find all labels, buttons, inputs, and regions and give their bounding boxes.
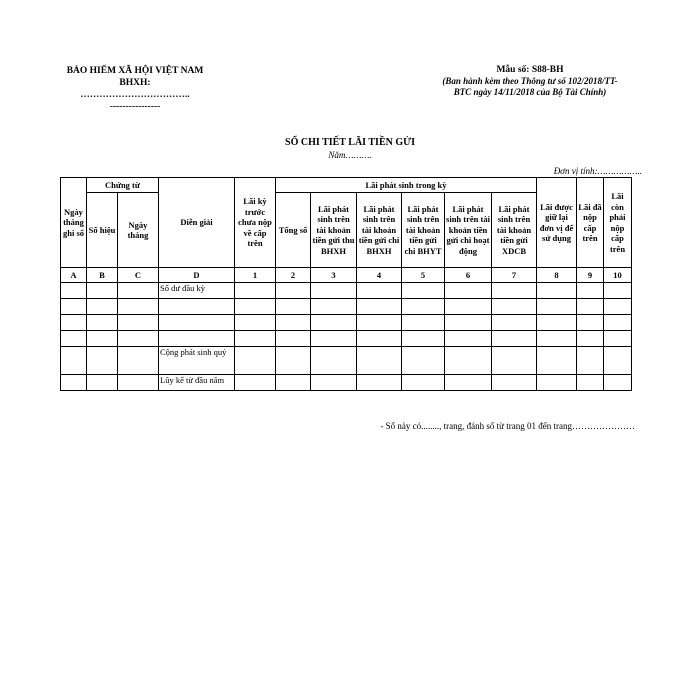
col-remaining: Lãi còn phải nộp cấp trên [604, 178, 632, 268]
col-bhxh-collection: Lãi phát sinh trên tài khoản tiền gửi thu BHXH [311, 193, 357, 268]
col-retained: Lãi được giữ lại đơn vị để sử dụng [537, 178, 577, 268]
col-operations: Lãi phát sinh trên tài khoản tiền gửi chi hoạt động [445, 193, 492, 268]
row-opening-balance [61, 283, 632, 299]
unit-line: Đơn vị tính:…………….. [553, 166, 642, 176]
org-name: BẢO HIỂM XÃ HỘI VIỆT NAM [66, 66, 204, 76]
index-cell: D [159, 268, 235, 283]
unit-dots: …………………………….. [80, 90, 190, 100]
table-row [61, 299, 632, 315]
col-total: Tổng số [276, 193, 311, 268]
header-left [55, 65, 215, 113]
group-interest: Lãi phát sinh trong kỳ [276, 178, 537, 193]
interest-ledger-table [60, 177, 632, 391]
col-prior-interest: Lãi kỳ trước chưa nộp về cấp trên [235, 178, 276, 268]
index-row [61, 268, 632, 283]
issued-line-1: (Ban hành kèm theo Thông tư số 102/2018/TT- [442, 76, 618, 86]
table-row [61, 331, 632, 347]
unit-dash: ---------------- [109, 102, 161, 112]
table-row [61, 315, 632, 331]
page-count-note: - Sổ này có........, trang, đánh số từ trang 01 đến trang………………… [380, 421, 635, 431]
index-cell: 5 [402, 268, 445, 283]
index-cell: 8 [537, 268, 577, 283]
group-voucher: Chứng từ [87, 178, 159, 193]
row-ytd [61, 375, 632, 391]
col-date-posted: Ngày tháng ghi sổ [61, 178, 87, 268]
unit-label: BHXH: [119, 78, 151, 88]
header-right [420, 65, 640, 98]
col-bhyt-expense: Lãi phát sinh trên tài khoản tiền gửi chi BHYT [402, 193, 445, 268]
index-cell: 3 [311, 268, 357, 283]
index-cell: 9 [577, 268, 604, 283]
index-cell: 6 [445, 268, 492, 283]
index-cell: 1 [235, 268, 276, 283]
index-cell: B [87, 268, 118, 283]
index-cell: A [61, 268, 87, 283]
index-cell: 10 [604, 268, 632, 283]
col-paid-up: Lãi đã nộp cấp trên [577, 178, 604, 268]
year-line: Năm………. [328, 150, 372, 160]
col-voucher-no: Số hiệu [87, 193, 118, 268]
index-cell: 4 [357, 268, 402, 283]
col-bhxh-expense: Lãi phát sinh trên tài khoản tiền gửi chi BHXH [357, 193, 402, 268]
col-voucher-date: Ngày tháng [118, 193, 159, 268]
index-cell: C [118, 268, 159, 283]
document-title: SỔ CHI TIẾT LÃI TIỀN GỬI [285, 137, 415, 148]
quarter-total-label: Cộng phát sinh quý [159, 347, 235, 375]
issued-line-2: BTC ngày 14/11/2018 của Bộ Tài Chính) [453, 87, 607, 97]
col-xdcb: Lãi phát sinh trên tài khoản tiền gửi XDCB [492, 193, 537, 268]
opening-balance-label: Số dư đầu kỳ [159, 283, 235, 299]
col-description: Diễn giải [159, 178, 235, 268]
ytd-label: Lũy kế từ đầu năm [159, 375, 235, 391]
index-cell: 2 [276, 268, 311, 283]
index-cell: 7 [492, 268, 537, 283]
form-number: Mẫu số: S88-BH [496, 65, 564, 75]
row-quarter-total [61, 347, 632, 375]
